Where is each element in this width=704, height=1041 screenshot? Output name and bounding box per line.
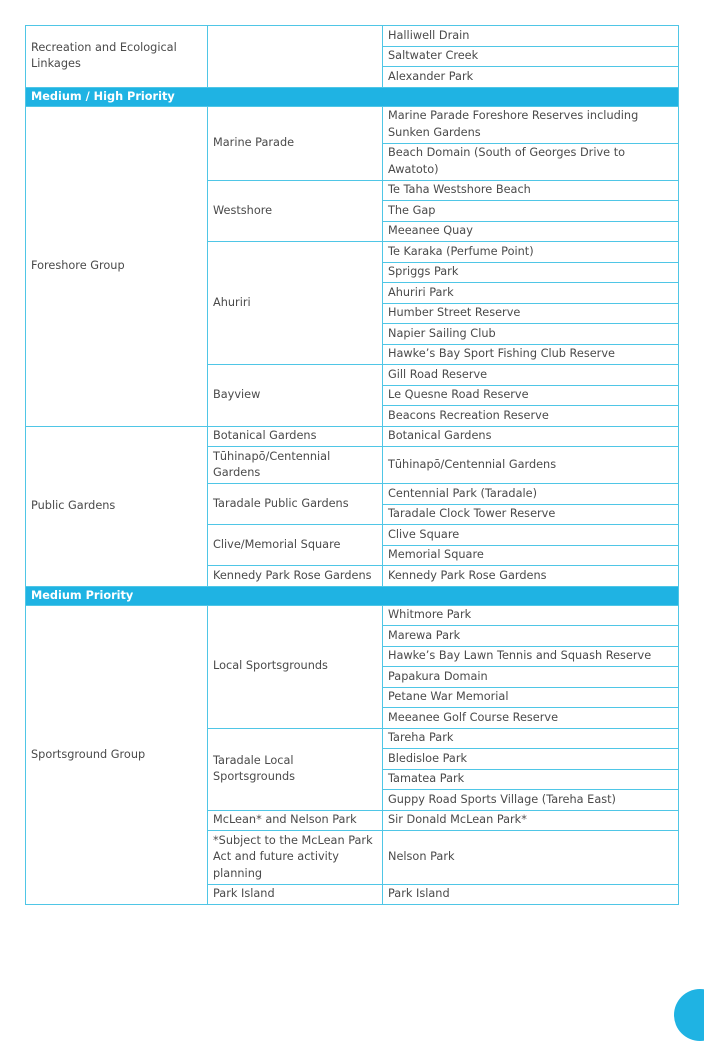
park-cell: Beach Domain (South of Georges Drive to Awatoto)	[383, 143, 679, 180]
park-cell: Kennedy Park Rose Gardens	[383, 566, 679, 587]
park-cell: Marewa Park	[383, 626, 679, 647]
park-cell: The Gap	[383, 201, 679, 222]
park-cell: Nelson Park	[383, 831, 679, 885]
table-row	[26, 426, 679, 447]
subgroup-cell: Tūhinapō/Centennial Gardens	[208, 447, 383, 484]
park-cell: Gill Road Reserve	[383, 365, 679, 386]
table-row	[26, 605, 679, 626]
park-cell: Hawke’s Bay Sport Fishing Club Reserve	[383, 344, 679, 365]
park-cell: Papakura Domain	[383, 667, 679, 688]
park-cell: Tamatea Park	[383, 769, 679, 790]
group-cell: Public Gardens	[26, 426, 208, 586]
subgroup-cell: Taradale Public Gardens	[208, 484, 383, 525]
park-cell: Tareha Park	[383, 728, 679, 749]
park-cell: Humber Street Reserve	[383, 303, 679, 324]
park-cell: Saltwater Creek	[383, 46, 679, 67]
park-cell: Petane War Memorial	[383, 687, 679, 708]
park-cell: Park Island	[383, 884, 679, 905]
park-cell: Napier Sailing Club	[383, 324, 679, 345]
park-cell: Memorial Square	[383, 545, 679, 566]
group-cell: Foreshore Group	[26, 106, 208, 426]
subgroup-cell	[208, 26, 383, 88]
subgroup-cell: Westshore	[208, 180, 383, 242]
park-cell: Alexander Park	[383, 67, 679, 88]
park-cell: Meeanee Golf Course Reserve	[383, 708, 679, 729]
table-row	[26, 106, 679, 143]
subgroup-cell: Local Sportsgrounds	[208, 605, 383, 728]
park-cell: Marine Parade Foreshore Reserves including Sunken Gardens	[383, 106, 679, 143]
park-cell: Centennial Park (Taradale)	[383, 484, 679, 505]
park-cell: Taradale Clock Tower Reserve	[383, 504, 679, 525]
section-header-row	[26, 586, 679, 605]
park-cell: Meeanee Quay	[383, 221, 679, 242]
park-cell: Whitmore Park	[383, 605, 679, 626]
park-cell: Le Quesne Road Reserve	[383, 385, 679, 406]
park-cell: Beacons Recreation Reserve	[383, 406, 679, 427]
subgroup-cell: Marine Parade	[208, 106, 383, 180]
park-cell: Bledisloe Park	[383, 749, 679, 770]
subgroup-cell: Botanical Gardens	[208, 426, 383, 447]
park-cell: Hawke’s Bay Lawn Tennis and Squash Reserve	[383, 646, 679, 667]
parks-priority-table	[25, 25, 679, 905]
subgroup-note: *Subject to the McLean Park Act and future activity planning	[208, 831, 383, 885]
group-cell: Recreation and Ecological Linkages	[26, 26, 208, 88]
park-cell: Te Taha Westshore Beach	[383, 180, 679, 201]
park-cell: Ahuriri Park	[383, 283, 679, 304]
subgroup-cell: Clive/Memorial Square	[208, 525, 383, 566]
subgroup-cell: Kennedy Park Rose Gardens	[208, 566, 383, 587]
park-cell: Clive Square	[383, 525, 679, 546]
group-cell: Sportsground Group	[26, 605, 208, 905]
park-cell: Botanical Gardens	[383, 426, 679, 447]
section-header: Medium Priority	[26, 586, 679, 605]
table-row	[26, 26, 679, 47]
subgroup-cell: McLean* and Nelson Park	[208, 810, 383, 831]
subgroup-cell: Ahuriri	[208, 242, 383, 365]
park-cell: Spriggs Park	[383, 262, 679, 283]
section-header: Medium / High Priority	[26, 87, 679, 106]
page-number-badge	[674, 989, 704, 1041]
park-cell: Tūhinapō/Centennial Gardens	[383, 447, 679, 484]
park-cell: Guppy Road Sports Village (Tareha East)	[383, 790, 679, 811]
park-cell: Halliwell Drain	[383, 26, 679, 47]
park-cell: Sir Donald McLean Park*	[383, 810, 679, 831]
section-header-row	[26, 87, 679, 106]
park-cell: Te Karaka (Perfume Point)	[383, 242, 679, 263]
subgroup-cell: Taradale Local Sportsgrounds	[208, 728, 383, 810]
subgroup-cell: Bayview	[208, 365, 383, 427]
subgroup-cell: Park Island	[208, 884, 383, 905]
